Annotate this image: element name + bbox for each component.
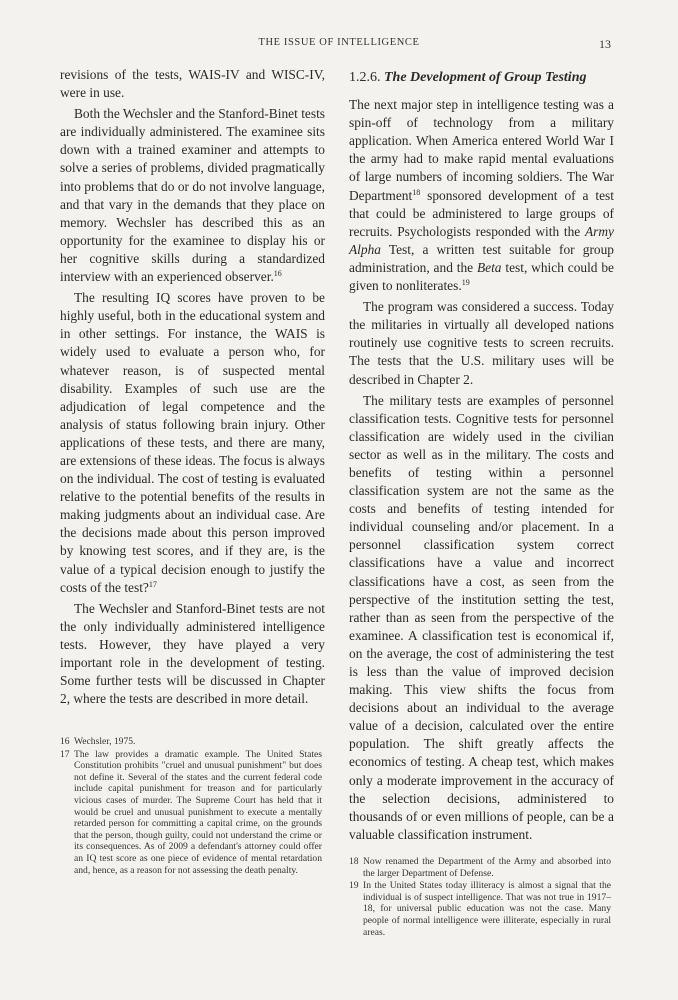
paragraph-text: test, which could be given to nonliterates.: [349, 259, 614, 294]
footnote-number: 19: [349, 880, 359, 892]
page-number: 13: [599, 37, 611, 51]
footnote-text: Now renamed the Department of the Army and absorbed into the larger Department of Defense.: [363, 856, 611, 879]
footnote-number: 18: [349, 856, 359, 867]
footnotes-left: [60, 736, 322, 877]
paragraph: The military tests are examples of personnel classification tests. Cognitive tests for personnel classification are widely used in the civilian sector as well as in the military. The costs and benefits of testing within a personnel classification system are not the same as the costs and benefits of testing intended for individual counseling and/or placement. In a personnel classification system correct classifications have a value and incorrect classifications have a cost, as seen from the perspective of the institution setting the test, rather than as seen from the perspective of the examinee. A classification test is economical if, on the average, the cost of administering the test is less than the value of improved decision making. This view shifts the focus from decisions about an individual to the average value of a decision, calculated over the entire population. The shift greatly affects the economics of testing. A cheap test, which makes only a moderate improvement in the accuracy of the selection decisions, administered to thousands of or even millions of people, can be a valuable classification instrument.: [349, 392, 614, 842]
paragraph-text: sponsored development of a test that could be administered to large groups of recruits. Psychologists responded with the: [349, 187, 614, 239]
footnote-ref: 16: [273, 269, 282, 279]
paragraph: The program was considered a success. Today the militaries in virtually all developed nations routinely use cognitive tests to screen recruits. The tests that the U.S. military uses will be described in Chapter 2.: [349, 299, 614, 387]
footnote: [60, 736, 322, 748]
footnote-number: 17: [60, 748, 70, 760]
footnotes-right: [349, 856, 611, 939]
paragraph-text: The resulting IQ scores have proven to be highly useful, both in the educational system and in other settings. For instance, the WAIS is widely used to evaluate a person who, for whatever reason, is of suspected mental disability. Examples of such use are the adjudication of legal competence and the analysis of status following brain injury. Other applications of these tests, and there are many, are extensions of these ideas. The focus is always on the individual. The cost of testing is evaluated relative to the potential benefits of the results in making judgments about an individual case. Are the decisions made about this person improved by knowing test scores, and if they are, is the value of a typical decision enough to justify the costs of the test?: [60, 290, 325, 595]
footnote-ref: 18: [412, 187, 421, 197]
footnote-text: Wechsler, 1975.: [74, 736, 136, 747]
paragraph: [349, 96, 614, 295]
paragraph: revisions of the tests, WAIS-IV and WISC-IV, were in use.: [60, 67, 325, 101]
footnote-text: In the United States today illiteracy is almost a signal that the individual is of suspect intelligence. That was not true in 1917–18, for universal public education was not the case. Many people of normal intelligence were illiterate, especially in rural areas.: [363, 880, 611, 938]
left-column: [60, 66, 325, 708]
footnote: [349, 880, 611, 938]
beta-term: Beta: [476, 259, 502, 275]
paragraph-text: Both the Wechsler and the Stanford-Binet tests are individually administered. The examinee sits down with a trained examiner and attempts to solve a series of problems, divided pragmatically into problems that do or do not involve language, and that vary in the demands that they place on memory. Wechsler has described this as an opportunity for the examinee to display his or her cognitive skills during a standardized interview with an experienced observer.: [60, 106, 325, 285]
footnote: [60, 749, 322, 877]
section-heading: [349, 69, 614, 87]
paragraph-text: Test, a written test suitable for group administration, and the: [349, 241, 614, 275]
army-alpha-term: Army Alpha: [349, 223, 614, 257]
footnote-text: The law provides a dramatic example. The United States Constitution prohibits "cruel and unusual punishment" but does not define it. Several of the states and the current federal code include capital punishment for treason and for particularly vicious cases of murder. The Supreme Court has held that it would be cruel and unusual punishment to execute a mentally retarded person for committing a capital crime, on the grounds that the person, though guilty, could not understand the crime or its consequences. As of 2009 a defendant's attorney could offer an IQ test score as one piece of evidence of mental retardation and, hence, as a reason for not assessing the death penalty.: [74, 748, 322, 876]
running-head: THE ISSUE OF INTELLIGENCE: [258, 37, 420, 48]
footnote-ref: 17: [148, 579, 157, 589]
paragraph-text: The next major step in intelligence testing was a spin-off of technology from a military application. When America entered World War I the army had to make rapid mental evaluations of large numbers of incoming soldiers. The War Department: [349, 97, 614, 203]
footnote-ref: 19: [461, 278, 470, 288]
footnote-number: 16: [60, 736, 70, 747]
section-title: The Development of Group Testing: [384, 70, 587, 85]
footnote: [349, 856, 611, 879]
right-column: [349, 66, 614, 844]
paragraph: [60, 289, 325, 597]
section-number: 1.2.6.: [349, 70, 381, 85]
paragraph: The Wechsler and Stanford-Binet tests are not the only individually administered intelligence tests. However, they have played a very important role in the development of testing. Some further tests will be discussed in Chapter 2, where the tests are described in more detail.: [60, 600, 325, 707]
paragraph: [60, 105, 325, 286]
